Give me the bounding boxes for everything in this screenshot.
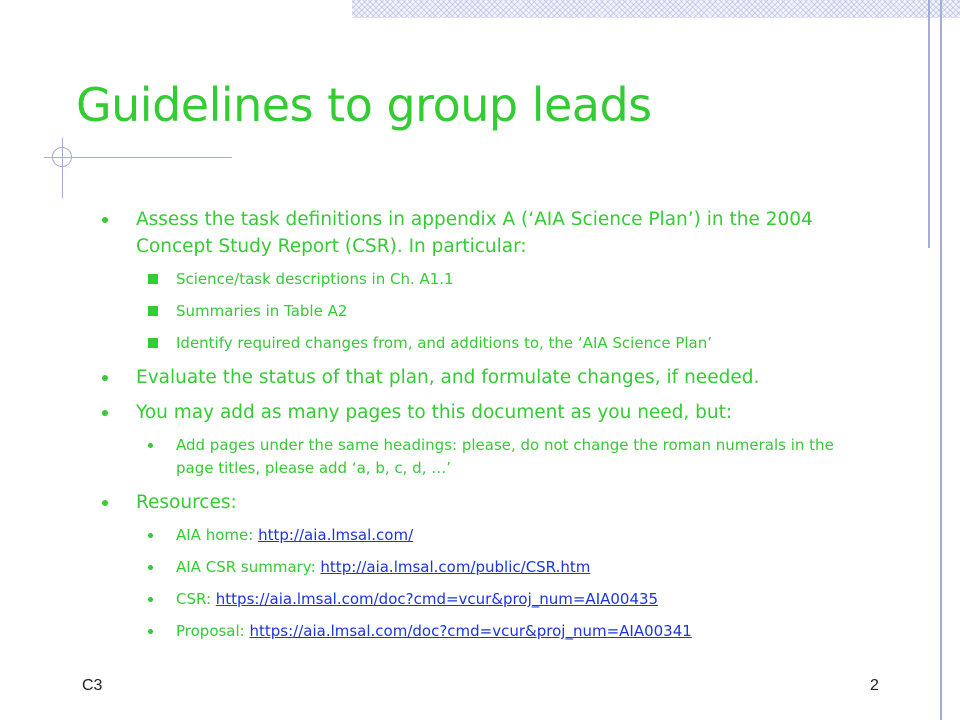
bullet-evaluate xyxy=(102,364,862,391)
page-number: 2 xyxy=(870,677,879,694)
bullet-dot-icon xyxy=(102,375,108,381)
bullet-assess xyxy=(102,206,862,260)
sub-bullet xyxy=(102,332,862,354)
bullet-text: Resources: xyxy=(136,492,237,513)
bullet-dot-icon xyxy=(102,217,108,223)
resource-item-csr-summary xyxy=(102,556,862,579)
bullet-add-pages xyxy=(102,399,862,426)
resource-item-csr xyxy=(102,588,862,611)
square-bullet-icon xyxy=(148,306,158,316)
small-bullet-dot-icon xyxy=(148,565,153,570)
square-bullet-icon xyxy=(148,338,158,348)
crosshair-ring-icon xyxy=(52,147,72,167)
decorative-vertical-line xyxy=(928,0,930,248)
bullet-text: You may add as many pages to this document as you need, but: xyxy=(136,402,733,423)
bullet-dot-icon xyxy=(102,500,108,506)
bullet-text: Assess the task definitions in appendix A (‘AIA Science Plan’) in the 2004 Concept Study Report (CSR). In particular: xyxy=(136,209,813,257)
resource-link[interactable]: http://aia.lmsal.com/public/CSR.htm xyxy=(320,558,591,576)
sub-bullet xyxy=(102,268,862,290)
sub-bullet xyxy=(102,300,862,322)
title-underline xyxy=(44,157,232,158)
small-bullet-dot-icon xyxy=(148,629,153,634)
sub-bullet-text: Summaries in Table A2 xyxy=(176,302,348,320)
small-bullet-dot-icon xyxy=(148,533,153,538)
slide-title: Guidelines to group leads xyxy=(76,78,652,132)
decorative-pattern-strip xyxy=(352,0,960,18)
square-bullet-icon xyxy=(148,274,158,284)
resource-item-proposal xyxy=(102,620,862,643)
sub-bullet-text: Science/task descriptions in Ch. A1.1 xyxy=(176,270,454,288)
small-bullet-dot-icon xyxy=(148,443,153,448)
sub-bullet-text: Add pages under the same headings: please, do not change the roman numerals in the page titles, please add ‘a, b, c, d, …’ xyxy=(176,436,834,477)
resource-label: Proposal: xyxy=(176,622,250,640)
resource-link[interactable]: http://aia.lmsal.com/ xyxy=(258,526,414,544)
resource-label: AIA home: xyxy=(176,526,259,544)
bullet-resources xyxy=(102,489,862,516)
decorative-vertical-line-right xyxy=(940,0,942,720)
sub-bullet-text: Identify required changes from, and additions to, the ‘AIA Science Plan’ xyxy=(176,334,713,352)
resource-link[interactable]: https://aia.lmsal.com/doc?cmd=vcur&proj_num=AIA00435 xyxy=(215,590,659,608)
bullet-text: Evaluate the status of that plan, and formulate changes, if needed. xyxy=(136,367,760,388)
footer-label: C3 xyxy=(82,677,103,694)
resource-label: AIA CSR summary: xyxy=(176,558,321,576)
resource-link[interactable]: https://aia.lmsal.com/doc?cmd=vcur&proj_num=AIA00341 xyxy=(249,622,692,640)
slide-content xyxy=(102,206,862,652)
resource-item-aia-home xyxy=(102,524,862,547)
small-bullet-dot-icon xyxy=(148,597,153,602)
resource-label: CSR: xyxy=(176,590,216,608)
bullet-dot-icon xyxy=(102,410,108,416)
sub-bullet xyxy=(102,434,862,480)
